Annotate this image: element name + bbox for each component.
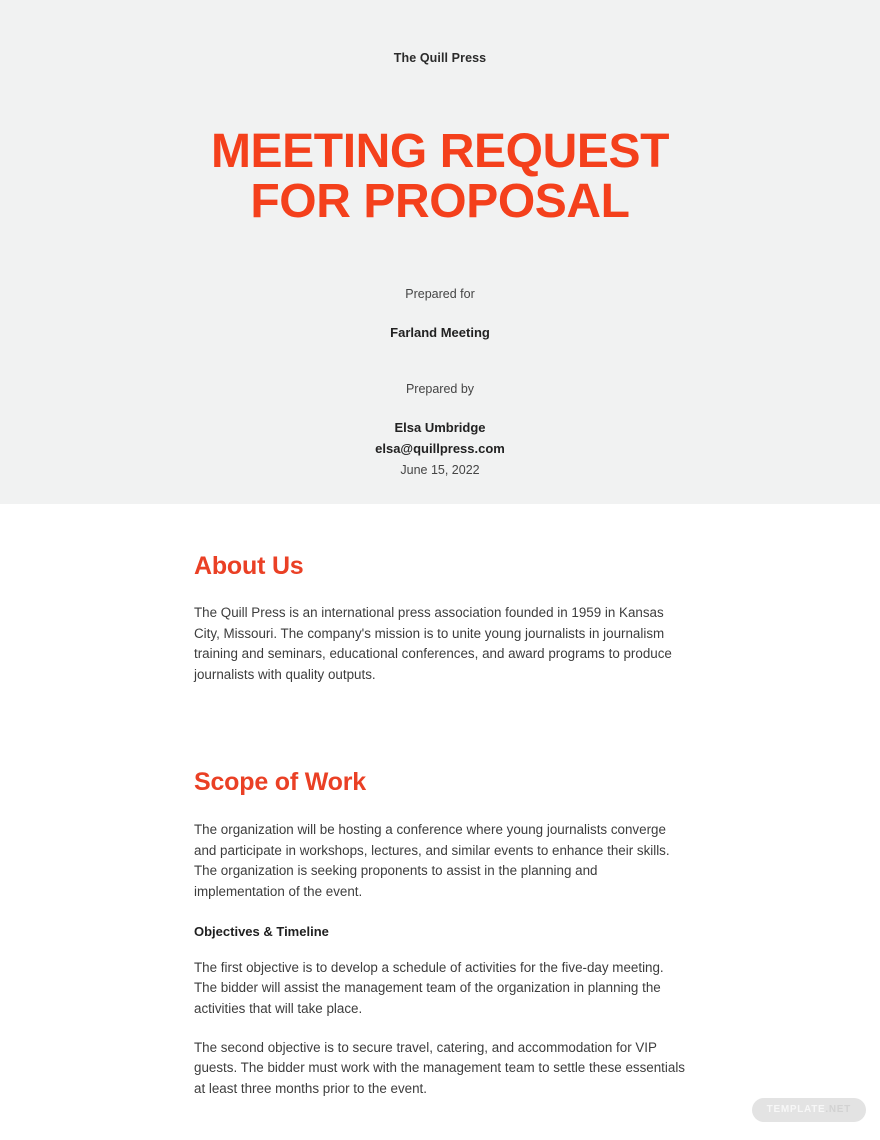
objectives-timeline-subheading: Objectives & Timeline (194, 923, 329, 939)
watermark-suffix: .NET (825, 1104, 851, 1115)
author-name: Elsa Umbridge (394, 420, 486, 435)
company-name: The Quill Press (393, 51, 487, 65)
objective-first-paragraph: The first objective is to develop a schedule of activities for the five-day meeting. The bidder will assist the management team of the organization in planning the activities that will take place. (194, 959, 664, 1017)
cover-header-band (0, 0, 880, 504)
prepared-for-value: Farland Meeting (390, 325, 490, 340)
about-us-heading: About Us (194, 552, 304, 580)
prepared-for-block (0, 284, 880, 343)
document-body (0, 551, 880, 1100)
about-us-paragraph: The Quill Press is an international press association founded in 1959 in Kansas City, Missouri. The company's mission is to unite young journalists in journalism training and seminars, educational conferences, and award programs to produce journalists with quality outputs. (194, 605, 672, 683)
objective-second-paragraph: The second objective is to secure travel, catering, and accommodation for VIP guests. The bidder must work with the management team to settle these essentials at least three months prior to the event. (194, 1039, 685, 1097)
prepared-for-label: Prepared for (405, 287, 475, 301)
section-scope-of-work (194, 767, 690, 1100)
template-net-watermark (752, 1098, 866, 1122)
document-title-line-1: MEETING REQUEST (210, 125, 670, 178)
scope-of-work-paragraph: The organization will be hosting a conference where young journalists converge and participate in workshops, lectures, and similar events to enhance their skills. The organization is seeking proponents to assist in the planning and implementation of the event. (194, 821, 670, 899)
scope-of-work-heading: Scope of Work (194, 767, 366, 796)
prepared-by-block (0, 379, 880, 481)
document-title (0, 127, 880, 227)
author-email: elsa@quillpress.com (375, 441, 505, 456)
prepared-by-label: Prepared by (405, 382, 475, 396)
section-about-us (194, 551, 690, 686)
author-date: June 15, 2022 (400, 463, 480, 477)
watermark-prefix: TEMPLATE (766, 1104, 826, 1115)
document-title-line-2: FOR PROPOSAL (250, 175, 630, 228)
